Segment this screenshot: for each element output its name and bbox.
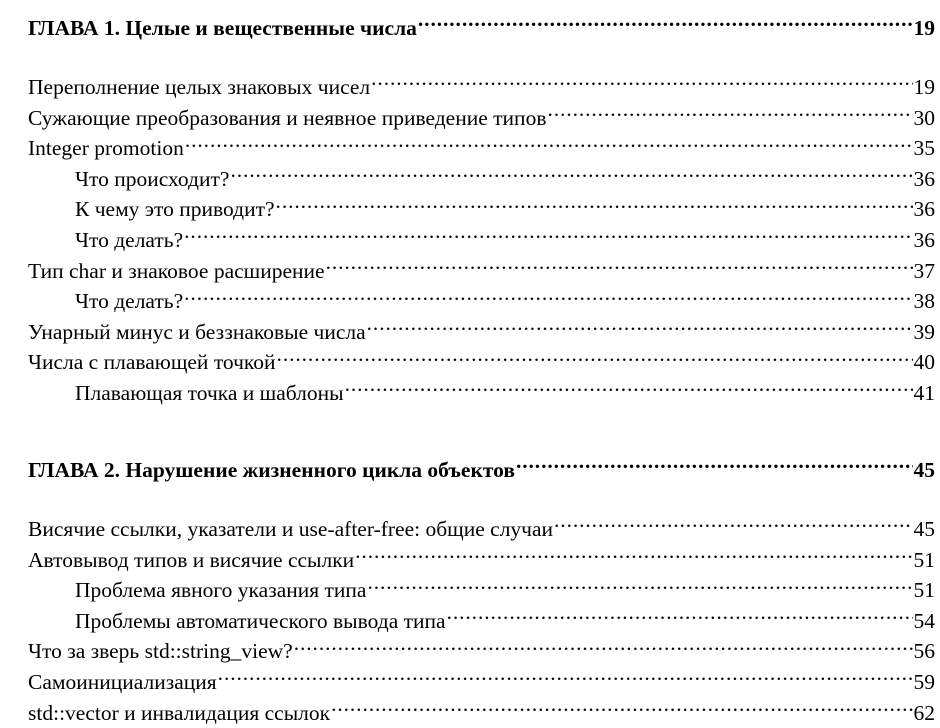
entry-title: Унарный минус и беззнаковые числа [28, 319, 366, 344]
toc-entry[interactable] [28, 256, 935, 287]
chapter-2-entries [28, 514, 935, 728]
dot-leader [326, 256, 913, 278]
entry-page-number: 19 [913, 75, 935, 99]
toc-entry[interactable] [28, 317, 935, 348]
chapter-1-heading-block [28, 13, 935, 44]
entry-page-number: 38 [913, 289, 935, 314]
entry-page-number: 41 [913, 380, 935, 405]
entry-title: Переполнение целых знаковых чисел [28, 75, 371, 99]
toc-entry[interactable] [28, 103, 935, 134]
entry-title: К чему это приводит? [75, 197, 275, 222]
toc-entry[interactable] [28, 347, 935, 378]
toc-subentry[interactable] [28, 606, 935, 637]
toc-entry[interactable] [28, 667, 935, 698]
toc-entry[interactable] [28, 133, 935, 164]
toc-subentry[interactable] [28, 575, 935, 606]
dot-leader [184, 287, 912, 309]
entry-title: Автовывод типов и висячие ссылки [28, 547, 355, 572]
dot-leader [276, 195, 913, 217]
toc-entry[interactable] [28, 514, 935, 545]
entry-title: Числа с плавающей точкой [28, 350, 276, 375]
chapter-1-entries [28, 72, 935, 409]
entry-title: Что происходит? [75, 166, 230, 191]
entry-page-number: 36 [913, 227, 935, 252]
entry-title: std::vector и инвалидация ссылок [28, 700, 331, 725]
chapter-heading[interactable] [28, 13, 935, 44]
dot-leader [345, 378, 913, 400]
entry-page-number: 39 [913, 319, 935, 344]
entry-page-number: 35 [913, 136, 935, 161]
toc-entry[interactable] [28, 545, 935, 576]
entry-title: Плавающая точка и шаблоны [75, 380, 344, 405]
entry-page-number: 30 [913, 105, 935, 130]
entry-title: Integer promotion [28, 136, 184, 161]
chapter-page-number: 19 [913, 16, 935, 40]
entry-page-number: 45 [913, 517, 935, 541]
chapter-page-number: 45 [913, 458, 935, 482]
dot-leader [230, 164, 912, 186]
dot-leader [277, 348, 913, 370]
entry-page-number: 36 [913, 166, 935, 191]
entry-page-number: 40 [913, 350, 935, 375]
toc-subentry[interactable] [28, 286, 935, 317]
dot-leader [418, 14, 913, 36]
dot-leader [367, 576, 912, 598]
entry-page-number: 54 [913, 608, 935, 633]
entry-title: Проблема явного указания типа [75, 578, 367, 603]
toc-subentry[interactable] [28, 225, 935, 256]
dot-leader [355, 545, 912, 567]
entry-title: Висячие ссылки, указатели и use-after-free: общие случаи [28, 517, 554, 541]
entry-page-number: 36 [913, 197, 935, 222]
dot-leader [554, 515, 912, 537]
entry-page-number: 59 [913, 669, 935, 694]
entry-title: Сужающие преобразования и неявное приведение типов [28, 105, 547, 130]
chapter-2-heading-block [28, 455, 935, 486]
entry-page-number: 62 [913, 700, 935, 725]
dot-leader [447, 606, 913, 628]
entry-title: Что делать? [75, 289, 184, 314]
toc-subentry[interactable] [28, 164, 935, 195]
entry-page-number: 51 [913, 547, 935, 572]
dot-leader [371, 73, 912, 95]
entry-page-number: 51 [913, 578, 935, 603]
entry-title: Тип char и знаковое расширение [28, 258, 325, 283]
dot-leader [218, 667, 913, 689]
dot-leader [367, 317, 913, 339]
dot-leader [331, 698, 912, 720]
toc-subentry[interactable] [28, 378, 935, 409]
toc-entry[interactable] [28, 72, 935, 103]
entry-title: Что делать? [75, 227, 184, 252]
dot-leader [516, 456, 913, 478]
toc-entry[interactable] [28, 636, 935, 667]
entry-page-number: 37 [913, 258, 935, 283]
chapter-title: ГЛАВА 1. Целые и вещественные числа [28, 16, 417, 40]
toc-subentry[interactable] [28, 194, 935, 225]
entry-title: Самоинициализация [28, 669, 217, 694]
dot-leader [294, 637, 913, 659]
dot-leader [184, 225, 912, 247]
dot-leader [547, 103, 912, 125]
entry-page-number: 56 [913, 639, 935, 664]
entry-title: Проблемы автоматического вывода типа [75, 608, 446, 633]
toc-entry[interactable] [28, 698, 935, 728]
chapter-title: ГЛАВА 2. Нарушение жизненного цикла объектов [28, 458, 515, 482]
dot-leader [185, 134, 913, 156]
chapter-heading[interactable] [28, 455, 935, 486]
entry-title: Что за зверь std::string_view? [28, 639, 293, 664]
